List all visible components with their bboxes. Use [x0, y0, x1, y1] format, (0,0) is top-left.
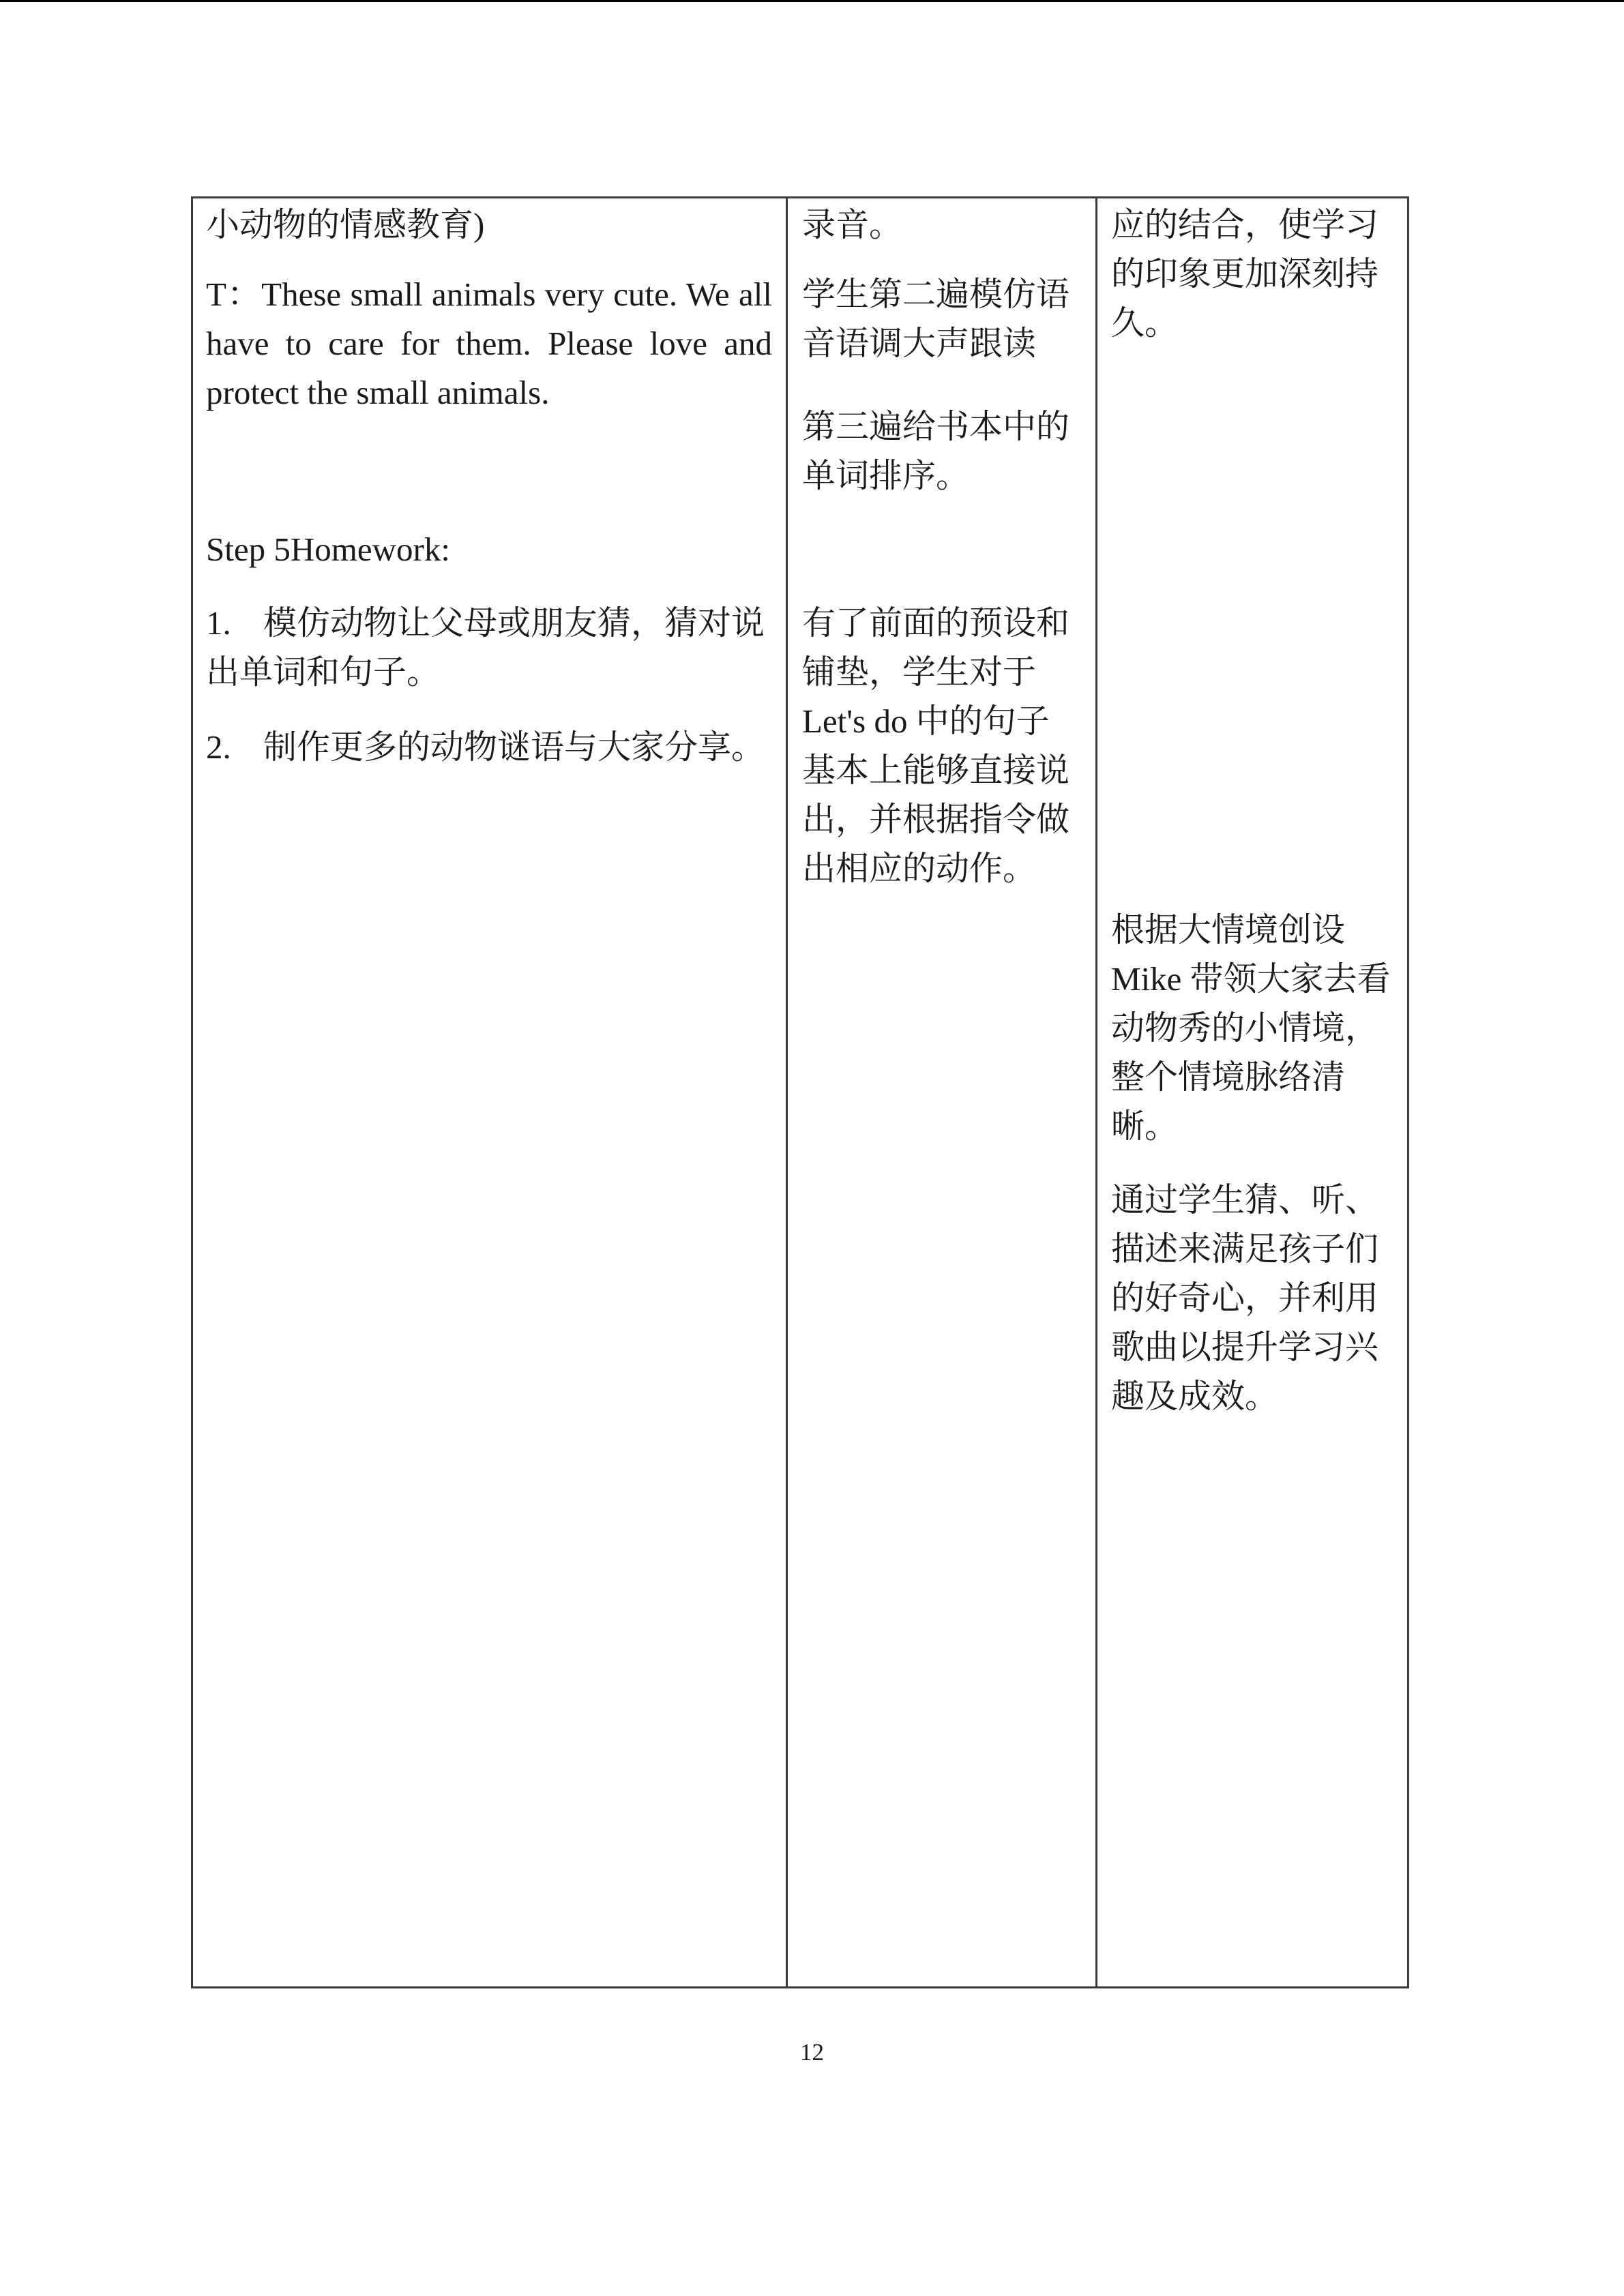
step-heading: Step 5Homework: — [206, 531, 450, 568]
intent-text: 通过学生猜、听、描述来满足孩子们的好奇心，并利用歌曲以提升学习兴趣及成效。 — [1111, 1181, 1379, 1415]
table-cell-student-activity — [788, 196, 1095, 1988]
activity-text: 学生第二遍模仿语音语调大声跟读 — [802, 275, 1070, 362]
intent-text: 根据大情境创设Mike 带领大家去看动物秀的小情境，整个情境脉络清晰。 — [1111, 911, 1391, 1145]
homework-item — [206, 599, 772, 697]
top-border-line — [0, 0, 1624, 2]
list-number: 2. — [206, 728, 231, 766]
teacher-dialogue: T：These small animals very cute. We all have to care for them. Please love and protect the small animals. — [206, 275, 781, 411]
activity-text: 第三遍给书本中的单词排序。 — [802, 408, 1070, 494]
procedure-line: 小动物的情感教育) — [206, 206, 485, 243]
table-cell-procedure — [193, 196, 786, 1988]
page-number: 12 — [800, 2039, 824, 2066]
table-cell-design-intent — [1097, 196, 1407, 1988]
homework-text: 制作更多的动物谜语与大家分享。 — [263, 728, 765, 766]
homework-text: 模仿动物让父母或朋友猜，猜对说出单词和句子。 — [206, 604, 765, 691]
list-number: 1. — [206, 604, 231, 642]
homework-item — [206, 723, 772, 772]
activity-text: 有了前面的预设和铺垫，学生对于Let's do 中的句子基本上能够直接说出，并根据指令做出相应的动作。 — [802, 604, 1070, 887]
activity-text: 录音。 — [802, 206, 903, 243]
intent-text: 应的结合，使学习的印象更加深刻持久。 — [1111, 206, 1379, 342]
